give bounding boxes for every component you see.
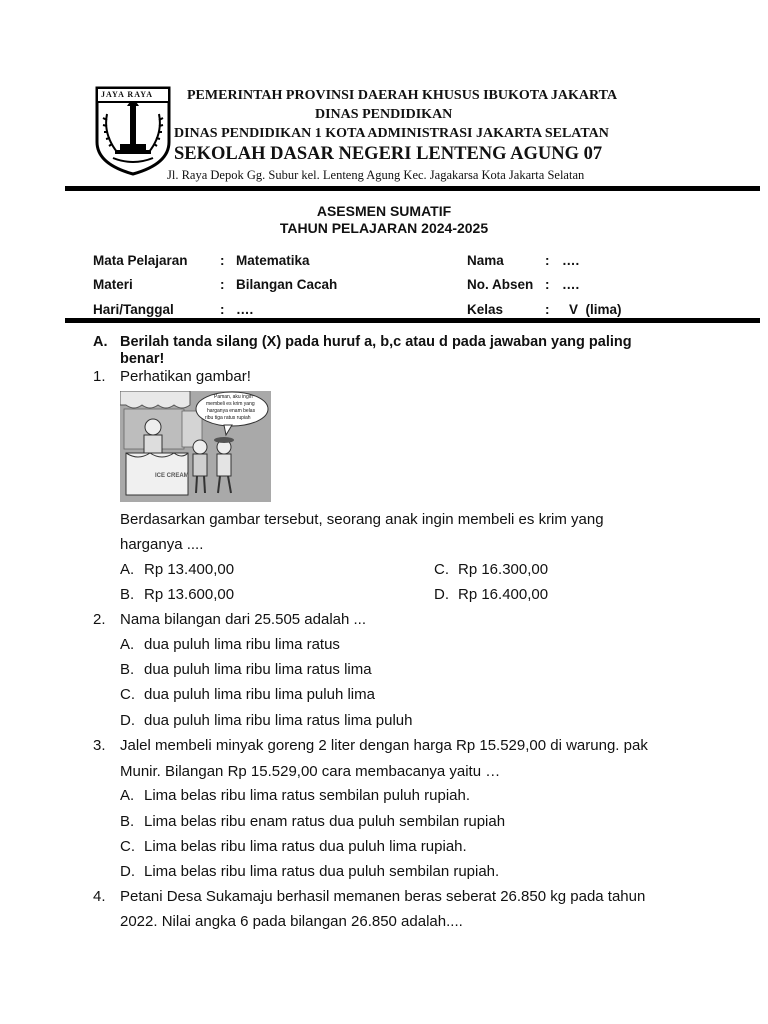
name-label: Nama: [467, 253, 504, 268]
header-divider: [65, 186, 760, 191]
q3-option-b-letter: B.: [120, 813, 135, 830]
q1-option-b-letter: B.: [120, 586, 135, 603]
q3-number: 3.: [93, 737, 106, 754]
date-colon: :: [220, 302, 225, 317]
q2-option-b-letter: B.: [120, 661, 135, 678]
speech-line-4: ribu tiga ratus rupiah: [205, 415, 251, 421]
section-a-instruction-2: benar!: [120, 351, 165, 367]
absen-label: No. Absen: [467, 277, 534, 292]
name-colon: :: [545, 253, 550, 268]
speech-line-2: membeli es krim yang: [206, 401, 255, 407]
q1-option-d: Rp 16.400,00: [458, 586, 549, 603]
q1-option-c-letter: C.: [434, 561, 449, 578]
date-value: ….: [236, 302, 254, 317]
logo-text: JAYA RAYA: [101, 90, 154, 99]
q1-option-c: Rp 16.300,00: [458, 561, 549, 578]
q1-option-b: Rp 13.600,00: [144, 586, 235, 603]
material-colon: :: [220, 277, 225, 292]
q1-extra-2: harganya ....: [120, 536, 204, 553]
q3-option-d: Lima belas ribu lima ratus dua puluh sembilan rupiah.: [144, 863, 500, 880]
exam-title: ASESMEN SUMATIF: [316, 203, 452, 219]
q3-option-b: Lima belas ribu enam ratus dua puluh sembilan rupiah: [144, 813, 506, 830]
name-value: ….: [562, 253, 580, 268]
q2-option-a-letter: A.: [120, 636, 135, 653]
q3-option-a: Lima belas ribu lima ratus sembilan puluh rupiah.: [144, 787, 471, 804]
subject-label: Mata Pelajaran: [93, 253, 188, 268]
cart-label: ICE CREAM: [155, 473, 189, 479]
q2-option-d-letter: D.: [120, 712, 135, 729]
q2-option-a: dua puluh lima ribu lima ratus: [144, 636, 340, 653]
q2-line-1: Nama bilangan dari 25.505 adalah ...: [120, 611, 367, 628]
class-value: V (lima): [569, 302, 622, 317]
q4-line-2: 2022. Nilai angka 6 pada bilangan 26.850 adalah....: [120, 913, 463, 930]
q1-option-d-letter: D.: [434, 586, 449, 603]
class-label: Kelas: [467, 302, 504, 317]
subject-value: Matematika: [236, 253, 310, 268]
info-divider: [65, 318, 760, 323]
section-a-marker: A.: [93, 334, 108, 350]
absen-colon: :: [545, 277, 550, 292]
header-line-3: DINAS PENDIDIKAN 1 KOTA ADMINISTRASI JAKARTA SELATAN: [174, 126, 609, 141]
q1-option-a-letter: A.: [120, 561, 135, 578]
q3-line-1: Jalel membeli minyak goreng 2 liter dengan harga Rp 15.529,00 di warung. pak: [120, 737, 648, 754]
q2-number: 2.: [93, 611, 106, 628]
material-label: Materi: [93, 277, 133, 292]
school-address: Jl. Raya Depok Gg. Subur kel. Lenteng Agung Kec. Jagakarsa Kota Jakarta Selatan: [167, 168, 585, 182]
class-colon: :: [545, 302, 550, 317]
q4-number: 4.: [93, 888, 106, 905]
header-line-2: DINAS PENDIDIKAN: [315, 107, 453, 122]
q3-option-d-letter: D.: [120, 863, 135, 880]
q2-option-d: dua puluh lima ribu lima ratus lima puluh: [144, 712, 413, 729]
subject-colon: :: [220, 253, 225, 268]
header-line-1: PEMERINTAH PROVINSI DAERAH KHUSUS IBUKOTA JAKARTA: [187, 88, 618, 103]
material-value: Bilangan Cacah: [236, 277, 338, 292]
speech-line-1: Paman, aku ingin: [214, 394, 253, 400]
q2-option-b: dua puluh lima ribu lima ratus lima: [144, 661, 372, 678]
q1-option-a: Rp 13.400,00: [144, 561, 235, 578]
q2-option-c-letter: C.: [120, 686, 135, 703]
school-name: SEKOLAH DASAR NEGERI LENTENG AGUNG 07: [174, 144, 603, 164]
q1-number: 1.: [93, 368, 106, 385]
q1-line-1: Perhatikan gambar!: [120, 368, 251, 385]
date-label: Hari/Tanggal: [93, 302, 174, 317]
q1-extra-1: Berdasarkan gambar tersebut, seorang anak ingin membeli es krim yang: [120, 511, 604, 528]
speech-line-3: harganya enam belas: [207, 408, 256, 414]
q3-line-2: Munir. Bilangan Rp 15.529,00 cara membacanya yaitu …: [120, 763, 501, 780]
section-a-instruction-1: Berilah tanda silang (X) pada huruf a, b,c atau d pada jawaban yang paling: [120, 334, 632, 350]
q3-option-a-letter: A.: [120, 787, 135, 804]
q3-option-c-letter: C.: [120, 838, 135, 855]
q4-line-1: Petani Desa Sukamaju berhasil memanen beras seberat 26.850 kg pada tahun: [120, 888, 646, 905]
exam-year: TAHUN PELAJARAN 2024-2025: [279, 220, 489, 236]
absen-value: ….: [562, 277, 580, 292]
q3-option-c: Lima belas ribu lima ratus dua puluh lima rupiah.: [144, 838, 467, 855]
q2-option-c: dua puluh lima ribu lima puluh lima: [144, 686, 375, 703]
